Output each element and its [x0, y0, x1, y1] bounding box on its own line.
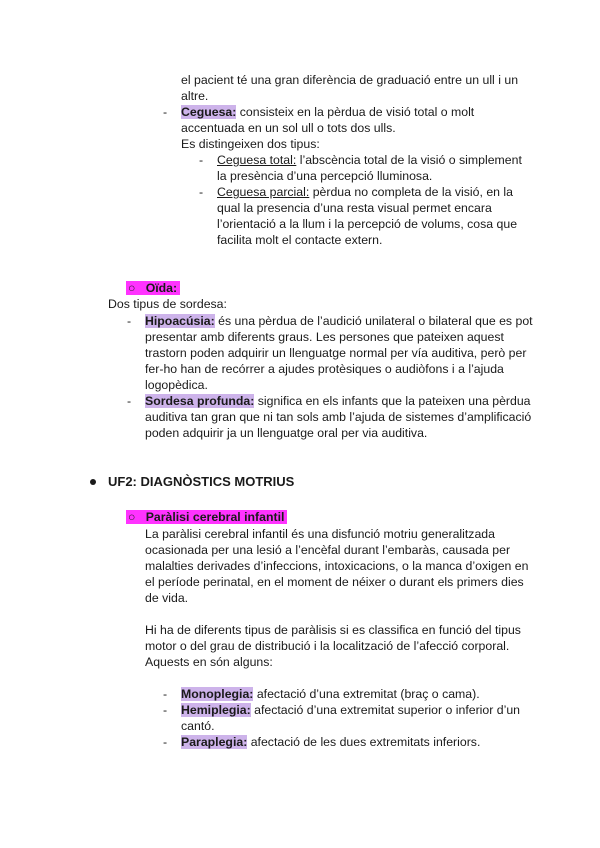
text-line: fer-ho han de recórrer a ajudes protèsiques o audiòfons i a l’ajuda [145, 362, 504, 376]
definition-text: afectació d’una extremitat (braç o cama). [253, 687, 480, 701]
text-line: logopèdica. [145, 378, 208, 392]
heading-text: Paràlisi cerebral infantil [145, 510, 285, 524]
list-item-ceguesa [181, 104, 474, 120]
term-ceguesa-parcial: Ceguesa parcial: [217, 185, 310, 199]
list-dash: - [163, 687, 168, 701]
text-line: l’orientació a la llum i la percepció de volums, cosa que [217, 217, 518, 231]
list-dash: - [127, 314, 132, 328]
text-line: auditiva tan gran que ni tan sols amb l’ajuda de sistemes d’amplificació [145, 410, 532, 424]
definition-text: és una pèrdua de l’audició unilateral o bilateral que es pot [214, 314, 533, 328]
definition-text: afectació de les dues extremitats inferiors. [247, 735, 481, 749]
list-item-monoplegia [181, 686, 480, 702]
text-line: altre. [181, 89, 209, 103]
list-dash: - [163, 703, 168, 717]
list-dash: - [199, 185, 204, 199]
definition-text: consisteix en la pèrdua de visió total o molt [236, 105, 475, 119]
text-line: La paràlisi cerebral infantil és una disfunció motriu generalitzada [145, 527, 495, 541]
text-line: qual la presencia d’una resta visual permet encara [217, 201, 492, 215]
list-item-hemiplegia [181, 702, 520, 718]
text-line: cantó. [181, 719, 215, 733]
list-item-hipoacusia [145, 313, 533, 329]
text-line: el pacient té una gran diferència de graduació entre un ull i un [181, 73, 519, 87]
text-line: Hi ha de diferents tipus de paràlisis si es classifica en funció del tipus [145, 623, 521, 637]
list-item-ceguesa-total [217, 152, 522, 168]
list-dash: - [127, 394, 132, 408]
circle-bullet-icon: ○ [128, 281, 136, 295]
definition-text: afectació d’una extremitat superior o inferior d’un [250, 703, 521, 717]
heading-text: Oïda: [145, 281, 178, 295]
term-sordesa-profunda: Sordesa profunda: [145, 394, 255, 408]
term-ceguesa: Ceguesa: [181, 105, 237, 119]
term-hipoacusia: Hipoacúsia: [145, 314, 215, 328]
text-line: Aquests en són alguns: [145, 655, 273, 669]
bullet-dot-icon [90, 479, 96, 485]
term-hemiplegia: Hemiplegia: [181, 703, 251, 717]
text-line: accentuada en un sol ull o tots dos ulls. [181, 121, 396, 135]
text-line: Es distingeixen dos tipus: [181, 137, 320, 151]
term-monoplegia: Monoplegia: [181, 687, 254, 701]
list-dash: - [163, 735, 168, 749]
list-item-paraplegia [181, 734, 480, 750]
text-line: poden adquirir ja un llenguatge oral per via auditiva. [145, 426, 428, 440]
page-section-title: UF2: DIAGNÒSTICS MOTRIUS [108, 474, 295, 489]
text-line: presentar amb diferents graus. Les persones que pateixen aquest [145, 330, 504, 344]
definition-text: pèrdua no completa de la visió, en la [309, 185, 513, 199]
text-line: de vida. [145, 591, 189, 605]
list-dash: - [199, 153, 204, 167]
text-line: la presència d’una percepció lluminosa. [217, 169, 433, 183]
term-ceguesa-total: Ceguesa total: [217, 153, 297, 167]
definition-text: significa en els infants que la pateixen una pèrdua [254, 394, 531, 408]
list-item-ceguesa-parcial [217, 184, 513, 200]
text-line: el període perinatal, en el moment de néixer o durant els primers dies [145, 575, 524, 589]
circle-bullet-icon: ○ [128, 510, 136, 524]
text-line: trastorn poden adquirir un llenguatge normal per vía auditiva, però per [145, 346, 527, 360]
list-item-sordesa-profunda [145, 393, 531, 409]
section-heading-oida [126, 280, 180, 296]
definition-text: l’abscència total de la visió o simplement [296, 153, 522, 167]
text-line: motor o del grau de distribució i la localització de l’afecció corporal. [145, 639, 510, 653]
text-line: facilita molt el contacte extern. [217, 233, 383, 247]
list-dash: - [163, 105, 168, 119]
section-heading-paralisi [126, 509, 287, 525]
text-line: malalties derivades d’infeccions, intoxicacions, o la manca d’oxigen en [145, 559, 529, 573]
text-line: Dos tipus de sordesa: [108, 297, 227, 311]
text-line: ocasionada per una lesió a l’encèfal durant l’embaràs, causada per [145, 543, 511, 557]
term-paraplegia: Paraplegia: [181, 735, 248, 749]
